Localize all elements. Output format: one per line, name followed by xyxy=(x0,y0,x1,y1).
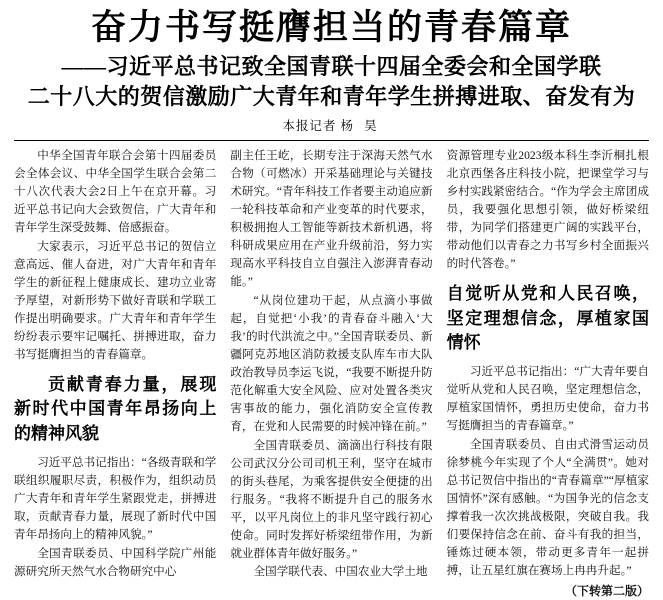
paragraph: 副主任王屹，长期专注于深海天然气水合物（可燃冰）开采基础理论与关键技术研究。“青年科技工作者要主动追应新一轮科技革命和产业变革的时代要求，积极拥抱人工智能等新技术新机遇，将科研成果应用在产业升级前沿，努力实现高水平科技自立自强注入澎湃青春动能。” xyxy=(230,149,433,288)
section-heading-2: 自觉听从党和人民召唤，坚定理想信念，厚植家国情怀 xyxy=(446,283,649,353)
section-heading-1: 贡献青春力量，展现新时代中国青年昂扬向上的精神风貌 xyxy=(14,374,217,444)
column-2 xyxy=(230,147,433,579)
byline-author: 杨 昊 xyxy=(340,119,381,134)
paragraph: “从岗位建功干起，从点滴小事做起，自觉把‘小我’的青春奋斗融入‘大我’的时代洪流之中。”全国青联委员、新疆阿克苏地区消防救援支队库车市大队政治教导员李运飞说，“我要不断提升防范化解重大安全风险、应对处置各类灾害事故的能力，强化消防安全宣传教育，在党和人民需要的时候冲锋在前。” xyxy=(230,293,433,433)
paragraph: 大家表示，习近平总书记的贺信立意高远、催人奋进，对广大青年和青年学生的新征程上健康成长、建功立业寄予厚望，对新形势下做好青联和学联工作提出明确要求。广大青年和青年学生纷纷表示要牢记嘱托、拼搏进取，奋力书写挺膺担当的青春篇章。 xyxy=(14,240,217,361)
header-divider xyxy=(14,140,649,141)
column-1 xyxy=(14,147,217,578)
paragraph: 全国青联委员、自由式滑雪运动员徐梦桃今年实现了个人“全满贯”。她对总书记贺信中指出的“青春篇章”“厚植家国情怀”深有感触。“为国争光的信念支撑着我一次次挑战极限，突破自我。我们要保持信念在前、奋斗有我的担当，锤炼过硬本领，带动更多青年一起拼搏，让五星红旗在赛场上冉冉升起。” xyxy=(446,437,649,577)
paragraph: 习近平总书记指出：“广大青年要自觉听从党和人民召唤，坚定理想信念，厚植家国情怀，勇担历史使命，奋力书写挺膺担当的青春篇章。” xyxy=(446,364,649,432)
subtitle-line-2: 二十八大的贺信激励广大青年和青年学生拼搏进取、奋发有为 xyxy=(27,83,636,109)
subtitle-line-1: ——习近平总书记致全国青联十四届全委会和全国学联 xyxy=(61,54,602,80)
paragraph: 全国青联委员、滴滴出行科技有限公司武汉分公司司机王利，坚守在城市的街头巷尾，为乘客提供安全便捷的出行服务。“我将不断提升自己的服务水平，以平凡岗位上的非凡坚守践行初心使命。同时发挥好桥梁纽带作用，为新就业群体青年做好服务。” xyxy=(230,438,433,560)
byline-label: 本报记者 xyxy=(282,119,337,134)
headline-block xyxy=(14,8,649,134)
paragraph: 资源管理专业2023级本科生李沂桐扎根北京西堡各庄科技小院，把课堂学习与乡村实践紧密结合。“作为学会主席团成员，我要强化思想引领，做好桥梁纽带，为同学们搭建更广阔的实践平台，带动他们以青春之力书写乡村全面振兴的时代答卷。” xyxy=(446,149,649,270)
paragraph: 全国青联委员、中国科学院广州能源研究所天然气水合物研究中心 xyxy=(14,546,217,578)
byline xyxy=(14,116,649,134)
page-title: 奋力书写挺膺担当的青春篇章 xyxy=(90,7,572,48)
paragraph: 中华全国青年联合会第十四届委员会全体会议、中华全国学生联合会第二十八次代表大会2日上午在京开幕。习近平总书记向大会致贺信，广大青年和青年学生深受鼓舞、倍感振奋。 xyxy=(14,149,217,235)
column-3 xyxy=(446,147,649,598)
continuation-note: （下转第二版） xyxy=(564,583,649,598)
article-columns xyxy=(14,147,649,598)
paragraph: 全国学联代表、中国农业大学土地 xyxy=(253,565,428,579)
paragraph: 习近平总书记指出：“各级青联和学联组织履职尽责，积极作为，组织动员广大青年和青年学生紧跟党走，拼搏进取，贡献青春力量，展现了新时代中国青年昂扬向上的精神风貌。” xyxy=(14,455,217,541)
